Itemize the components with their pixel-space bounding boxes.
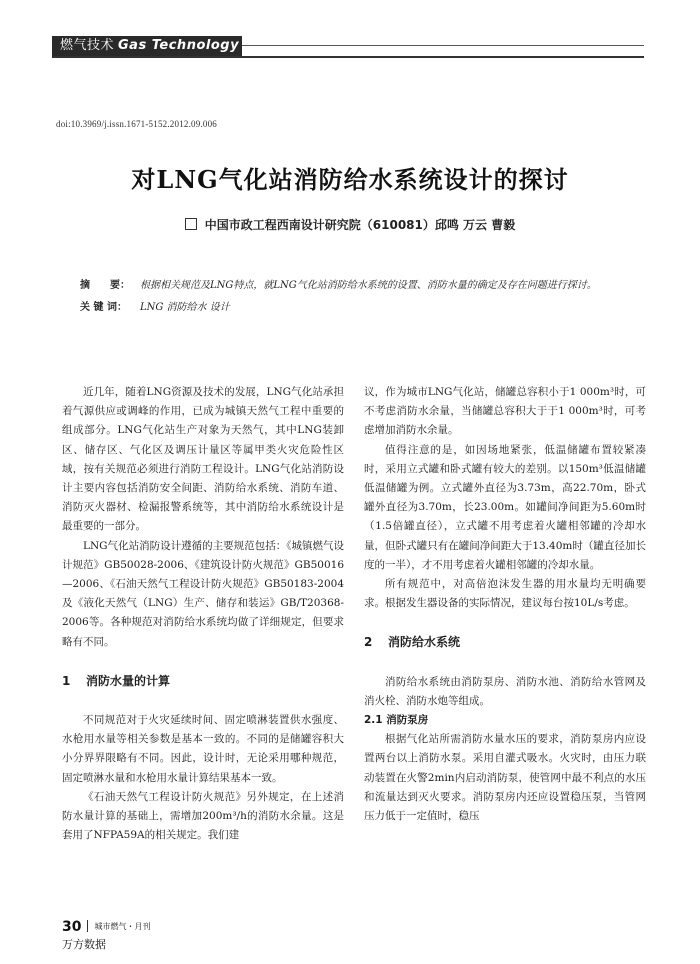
section-title: 消防给水系统 [388, 635, 461, 650]
authors-text: 中国市政工程西南设计研究院（610081）邱鸣 万云 曹毅 [204, 218, 516, 232]
page-footer [62, 916, 150, 952]
keywords-row [80, 299, 640, 317]
section-heading-2 [364, 633, 646, 652]
section-tag [52, 36, 242, 56]
section-number: 1 [62, 673, 71, 688]
abstract-row [80, 277, 640, 295]
keywords-label: 关 键 词： [80, 302, 127, 313]
journal-name: 城市燃气・月刊 [94, 922, 151, 931]
page-number: 30 [62, 919, 82, 935]
watermark-text: 万方数据 [62, 938, 106, 951]
abstract-block [80, 277, 640, 317]
article-title: 对LNG气化站消防给水系统设计的探讨 [131, 165, 569, 194]
right-column [364, 383, 646, 826]
paragraph: 议，作为城市LNG气化站，储罐总容积小于1 000m³时，可不考虑消防水余量，当储罐总容积大于于1 000m³时，可考虑增加消防水余量。 [364, 386, 646, 437]
authors-line [0, 216, 700, 233]
paragraph: 消防给水系统由消防泵房、消防水池、消防给水管网及消火栓、消防水炮等组成。 [364, 675, 646, 707]
header-rule-thin [242, 45, 644, 46]
author-marker-icon [185, 218, 197, 230]
subsection-heading: 2.1 消防泵房 [364, 714, 429, 727]
section-tag-cn: 燃气技术 [60, 38, 115, 53]
doi: doi:10.3969/j.issn.1671-5152.2012.09.006 [56, 119, 218, 129]
section-heading-1 [62, 672, 344, 691]
paragraph: 《石油天然气工程设计防火规范》另外规定，在上述消防水量计算的基础上，需增加200m³/h的消防水余量。这是套用了NFPA59A的相关规定。我们建 [62, 790, 344, 842]
abstract-text: 根据相关规范及LNG特点，就LNG气化站消防给水系统的设置、消防水量的确定及存在问题进行探讨。 [140, 280, 597, 291]
header-rule-thick [52, 56, 644, 58]
paragraph: 近几年，随着LNG资源及技术的发展，LNG气化站承担着气源供应或调峰的作用，已成为城镇天然气工程中重要的组成部分。LNG气化站生产对象为天然气，其中LNG装卸区、储存区、气化区及调压计量区等属甲类火灾危险性区域，按有关规范必须进行消防工程设计。LNG气化站消防设计主要内容包括消防安全间距、消防给水系统、消防车道、消防灭火器材、检漏报警系统等，其中消防给水系统设计是最重要的一部分。 [62, 386, 344, 533]
paragraph: 不同规范对于火灾延续时间、固定喷淋装置供水强度、水枪用水量等相关参数是基本一致的。不同的是储罐容积大小分界界限略有不同。因此，设计时，无论采用哪种规范，固定喷淋水量和水枪用水量计算结果基本一致。 [62, 714, 344, 784]
section-tag-en: Gas Technology [118, 38, 240, 53]
paragraph: 值得注意的是，如因场地紧张，低温储罐布置较紧凑时，采用立式罐和卧式罐有较大的差别。以150m³低温储罐低温储罐为例。立式罐外直径为3.73m，高22.70m，卧式罐外直径为3.70m，长23.00m。如罐间净间距为5.60m时（1.5倍罐直径），立式罐不用考虑着火罐相邻罐的冷却水量，但卧式罐只有在罐间净间距大于13.40m时（罐直径加长度的一半），才不用考虑着火罐相邻罐的冷却水量。 [364, 443, 646, 571]
footer-divider [87, 920, 88, 932]
paragraph: LNG气化站消防设计遵循的主要规范包括：《城镇燃气设计规范》GB50028-2006、《建筑设计防火规范》GB50016—2006、《石油天然气工程设计防火规范》GB50183-2004及《液化天然气（LNG）生产、储存和装运》GB/T20368-2006等。各种规范对消防给水系统均做了详细规定，但要求略有不同。 [62, 539, 344, 648]
section-number: 2 [364, 635, 373, 650]
paragraph: 根据气化站所需消防水量水压的要求，消防泵房内应设置两台以上消防水泵。采用自灌式吸水。火灾时，由压力联动装置在火警2min内启动消防泵，使管网中最不利点的水压和流量达到灭火要求。消防泵房内还应设置稳压泵，当管网压力低于一定值时，稳压 [364, 733, 646, 823]
section-title: 消防水量的计算 [86, 673, 171, 688]
keywords-text: LNG 消防给水 设计 [140, 302, 230, 313]
abstract-label: 摘 要： [80, 280, 130, 291]
paragraph: 所有规范中，对高倍泡沫发生器的用水量均无明确要求。根据发生器设备的实际情况，建议每台按10L/s考虑。 [364, 578, 646, 610]
left-column [62, 383, 344, 845]
